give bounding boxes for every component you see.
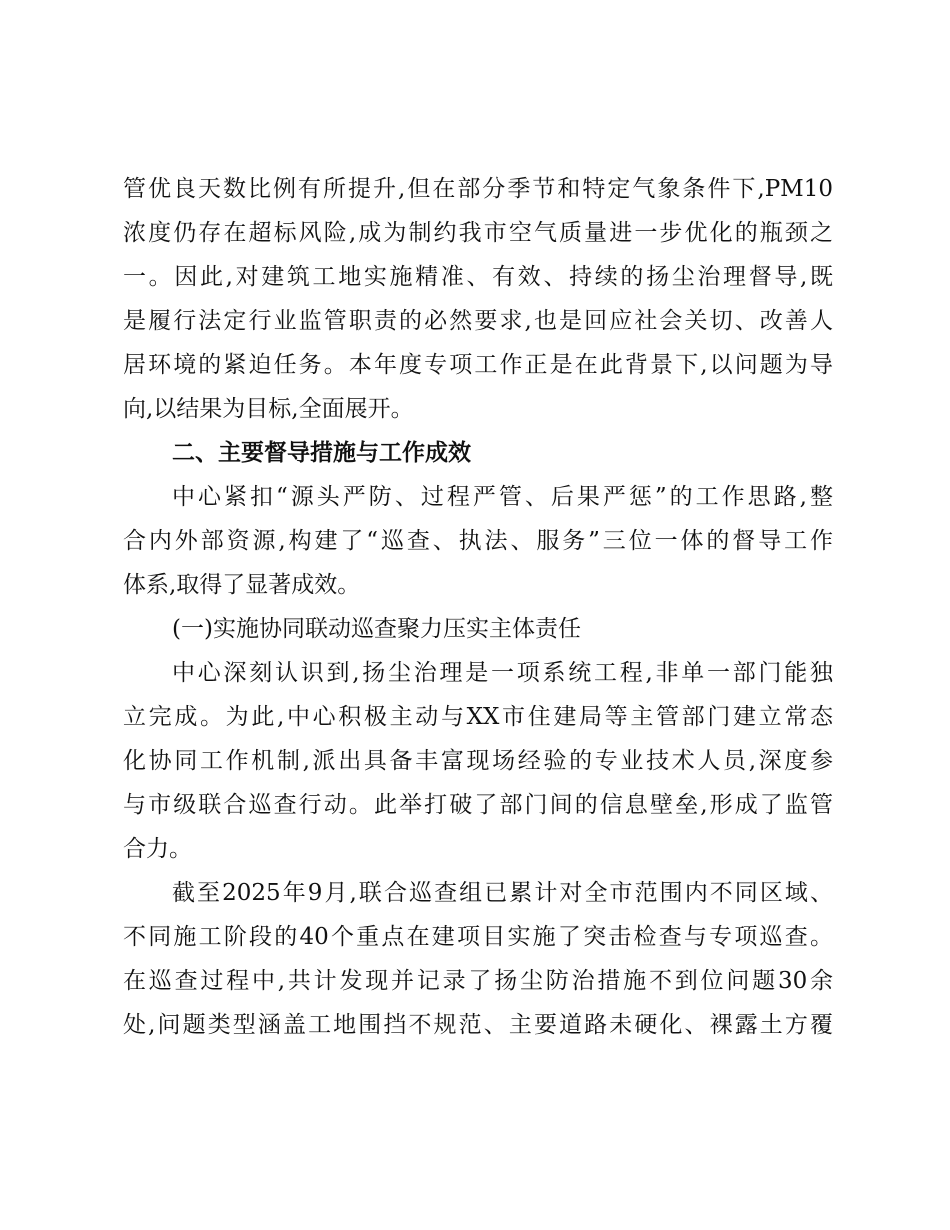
paragraph-line-17: 在巡查过程中,共计发现并记录了扬尘防治措施不到位问题30余 <box>123 968 833 994</box>
paragraph-line-1: 管优良天数比例有所提升,但在部分季节和特定气象条件下,PM10 <box>123 176 833 202</box>
paragraph-line-6: 向,以结果为目标,全面展开。 <box>123 396 414 422</box>
paragraph-line-15: 截至2025年9月,联合巡查组已累计对全市范围内不同区域、 <box>172 880 833 906</box>
paragraph-line-13: 与市级联合巡查行动。此举打破了部门间的信息壁垒,形成了监管 <box>123 792 833 818</box>
paragraph-line-2: 浓度仍存在超标风险,成为制约我市空气质量进一步优化的瓶颈之 <box>123 220 833 246</box>
paragraph-line-5: 居环境的紧迫任务。本年度专项工作正是在此背景下,以问题为导 <box>123 352 833 378</box>
paragraph-line-7: 中心紧扣“源头严防、过程严管、后果严惩”的工作思路,整 <box>172 484 833 510</box>
paragraph-line-3: 一。因此,对建筑工地实施精准、有效、持续的扬尘治理督导,既 <box>123 264 833 290</box>
section-heading: 二、主要督导措施与工作成效 <box>172 440 471 466</box>
paragraph-line-9: 体系,取得了显著成效。 <box>123 572 361 598</box>
paragraph-line-14: 合力。 <box>123 836 192 862</box>
paragraph-line-18: 处,问题类型涵盖工地围挡不规范、主要道路未硬化、裸露土方覆 <box>123 1012 833 1038</box>
paragraph-line-16: 不同施工阶段的40个重点在建项目实施了突击检查与专项巡查。 <box>123 924 833 950</box>
paragraph-line-12: 化协同工作机制,派出具备丰富现场经验的专业技术人员,深度参 <box>123 748 833 774</box>
paragraph-line-11: 立完成。为此,中心积极主动与XX市住建局等主管部门建立常态 <box>123 704 833 730</box>
paragraph-line-4: 是履行法定行业监管职责的必然要求,也是回应社会关切、改善人 <box>123 308 833 334</box>
paragraph-line-8: 合内外部资源,构建了“巡查、执法、服务”三位一体的督导工作 <box>123 528 833 554</box>
paragraph-line-10: 中心深刻认识到,扬尘治理是一项系统工程,非单一部门能独 <box>172 660 833 686</box>
subsection-heading: (一)实施协同联动巡查聚力压实主体责任 <box>172 616 581 642</box>
